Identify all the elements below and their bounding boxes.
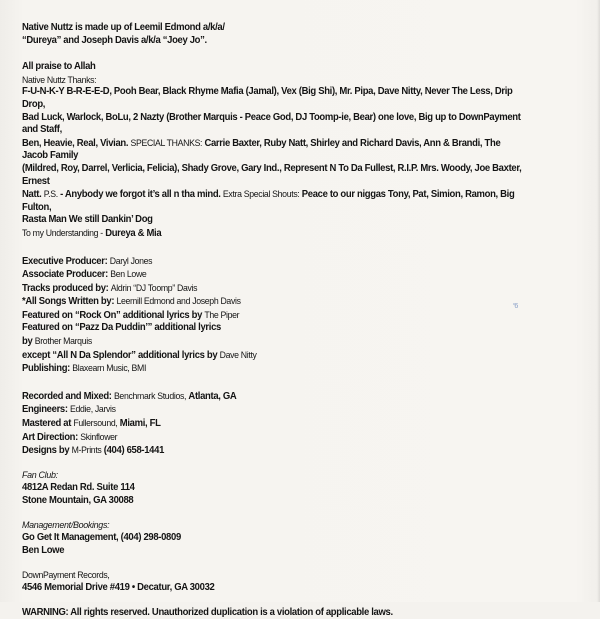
- recorded-value: Benchmark Studios,: [113, 389, 187, 401]
- except-label: except “All N Da Splendor” additional lyrics by: [22, 349, 218, 361]
- warning-text: WARNING: All rights reserved. Unauthorized duplication is a violation of applicable laws.: [22, 606, 393, 618]
- label-address: 4546 Memorial Drive #419 • Decatur, GA 30032: [22, 581, 215, 593]
- recorded-label: Recorded and Mixed:: [22, 390, 112, 402]
- thanks-line-5b: - Anybody we forgot it’s all n tha mind.: [60, 189, 221, 201]
- publishing-label: Publishing:: [22, 363, 70, 375]
- assoc-producer-value: Ben Lowe: [110, 268, 147, 280]
- management-label: Management/Bookings:: [22, 519, 110, 531]
- assoc-producer-label: Associate Producer:: [22, 269, 108, 281]
- fan-club-address-2: Stone Mountain, GA 30088: [22, 495, 134, 506]
- rock-on-label: Featured on “Rock On” additional lyrics by: [22, 309, 203, 321]
- thanks-line-5a: Natt.: [22, 189, 42, 201]
- songs-label: *All Songs Written by:: [22, 296, 115, 308]
- thanks-line-3a: Ben, Heavie, Real, Vivian.: [22, 137, 129, 149]
- special-thanks-label: SPECIAL THANKS:: [130, 136, 203, 148]
- by-value: Brother Marquis: [34, 335, 92, 347]
- fan-club-label: Fan Club:: [22, 469, 58, 481]
- mastered-city: Miami, FL: [119, 418, 161, 430]
- rock-on-value: The Piper: [204, 308, 240, 320]
- engineers-label: Engineers:: [22, 404, 68, 416]
- margin-mark: “6: [513, 303, 518, 310]
- exec-producer-value: Daryl Jones: [109, 254, 153, 266]
- thanks-line-5c: Peace to our niggas Tony, Pat, Simion, Ramon, Big Fulton,: [22, 189, 515, 213]
- except-value: Dave Nitty: [219, 348, 257, 360]
- intro-line-2: “Dureya” and Joseph Davis a/k/a “Joey Jo”.: [22, 34, 207, 46]
- liner-notes-text: [22, 22, 524, 619]
- designs-value: M-Prints: [71, 444, 102, 456]
- thanks-line-3b: Carrie Baxter, Ruby Natt, Shirley and Richard Davis, Ann & Brandi, The Jacob Family: [22, 137, 501, 162]
- thanks-line-6: Rasta Man We still Dankin’ Dog: [22, 214, 153, 226]
- exec-producer-label: Executive Producer:: [22, 255, 108, 267]
- mastered-label: Mastered at: [22, 418, 72, 430]
- pazz-label: Featured on “Pazz Da Puddin’” additional lyrics: [22, 322, 221, 334]
- management-phone: (404) 298-0809: [120, 532, 181, 544]
- label-name: DownPayment Records,: [22, 569, 110, 581]
- intro-line-1: Native Nuttz is made up of Leemil Edmond a/k/a/: [22, 22, 225, 33]
- by-label: by: [22, 336, 33, 348]
- thanks-line-1: F-U-N-K-Y B-R-E-E-D, Pooh Bear, Black Rhyme Mafia (Jamal), Vex (Big Shi), Mr. Pipa, Dave Nitty, Never The Less, Drip Drop,: [22, 86, 513, 110]
- thanks-line-4: (Mildred, Roy, Darrel, Verlicia, Felicia), Shady Grove, Gary Ind., Represent N To Da Fullest, R.I.P. Mrs. Woody, Joe Baxter, Ernest: [22, 162, 522, 187]
- art-direction-value: Skinflower: [80, 430, 118, 442]
- designs-phone: (404) 658-1441: [103, 445, 165, 457]
- management-person: Ben Lowe: [22, 544, 65, 556]
- recorded-city: Atlanta, GA: [188, 390, 237, 402]
- thanks-line-2: Bad Luck, Warlock, BoLu, 2 Nazty (Brother Marquis - Peace God, DJ Toomp-ie, Bear) one love, Big up to DownPayment and Staff,: [22, 111, 521, 136]
- fan-club-address-1: 4812A Redan Rd. Suite 114: [22, 482, 135, 494]
- tracks-label: Tracks produced by:: [22, 282, 109, 294]
- publishing-value: Blaxearn Music, BMI: [72, 362, 147, 374]
- extra-shouts-label: Extra Special Shouts:: [222, 188, 300, 200]
- thanks-heading: Native Nuttz Thanks:: [22, 73, 97, 85]
- thanks-line-5: [22, 188, 524, 214]
- tracks-value: Aldrin “DJ Toomp” Davis: [110, 281, 198, 293]
- engineers-value: Eddie, Jarvis: [70, 403, 116, 415]
- praise-line: All praise to Allah: [22, 61, 96, 73]
- mastered-value: Fullersound,: [73, 417, 118, 429]
- understanding-label: To my Understanding -: [22, 226, 103, 238]
- art-direction-label: Art Direction:: [22, 431, 78, 443]
- songs-value: Leemill Edmond and Joseph Davis: [116, 295, 241, 307]
- ps-label: P.S.: [43, 188, 58, 200]
- designs-label: Designs by: [22, 445, 70, 457]
- understanding-value: Dureya & Mia: [105, 227, 162, 239]
- thanks-line-3: [22, 137, 524, 163]
- management-name: Go Get It Management,: [22, 532, 119, 544]
